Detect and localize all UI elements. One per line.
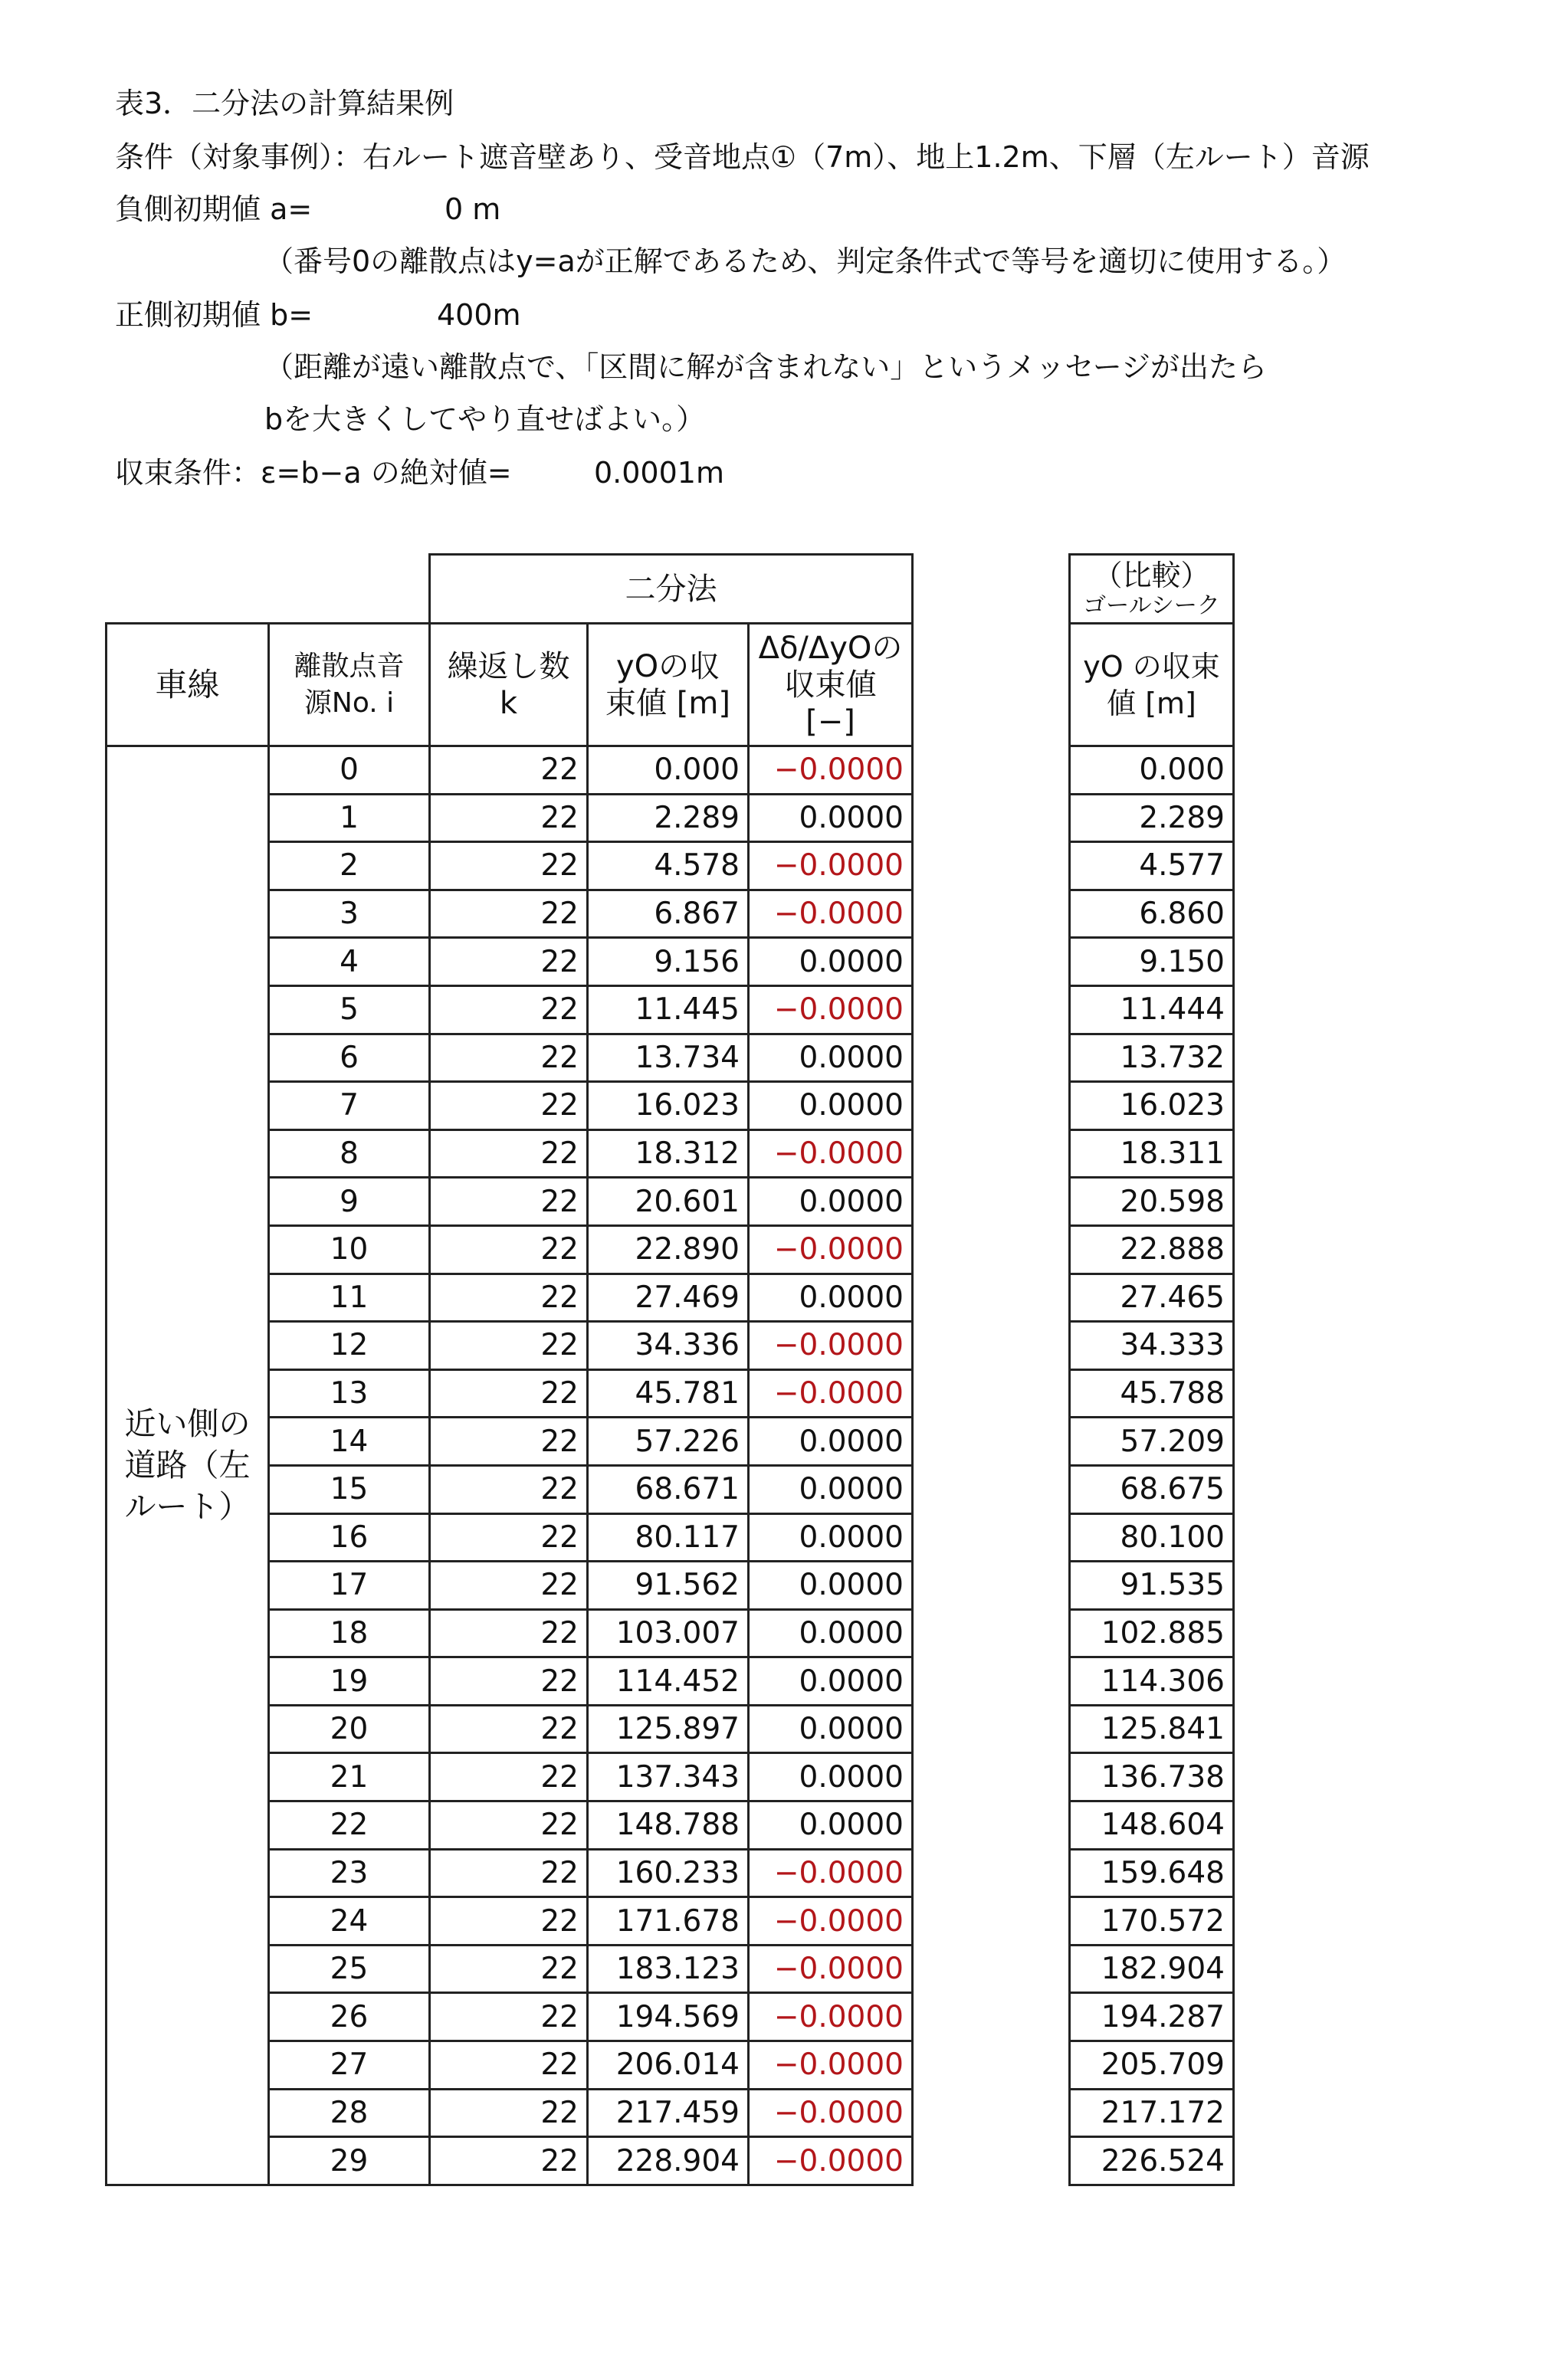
iteration-count: 22 — [430, 1897, 588, 1946]
y0-value: 13.734 — [588, 1034, 749, 1082]
y0-value: 228.904 — [588, 2137, 749, 2185]
iteration-count: 22 — [430, 1082, 588, 1130]
y0-value: 11.445 — [588, 985, 749, 1034]
pos-initial-value: 400m — [437, 298, 521, 332]
y0-value: 103.007 — [588, 1609, 749, 1657]
y0-value: 217.459 — [588, 2089, 749, 2137]
compare-header — [1070, 555, 1234, 624]
group-header-bisection: 二分法 — [430, 555, 913, 624]
point-number: 2 — [269, 842, 430, 890]
iteration-count: 22 — [430, 1418, 588, 1466]
table-row — [1070, 890, 1234, 938]
ratio-value: 0.0000 — [749, 1082, 913, 1130]
iteration-count: 22 — [430, 1705, 588, 1753]
y0-value: 171.678 — [588, 1897, 749, 1946]
ratio-value: 0.0000 — [749, 938, 913, 986]
table-row — [1070, 794, 1234, 842]
goal-seek-y0-value: 170.572 — [1070, 1897, 1234, 1946]
point-number: 6 — [269, 1034, 430, 1082]
iteration-count: 22 — [430, 1562, 588, 1610]
ratio-value: 0.0000 — [749, 1705, 913, 1753]
goal-seek-y0-value: 102.885 — [1070, 1609, 1234, 1657]
col-header-y0: yOの収束値 [m] — [588, 624, 749, 746]
goal-seek-y0-value: 114.306 — [1070, 1657, 1234, 1706]
goal-seek-y0-value: 6.860 — [1070, 890, 1234, 938]
goal-seek-y0-value: 4.577 — [1070, 842, 1234, 890]
table-row — [1070, 1945, 1234, 1993]
goal-seek-y0-value: 148.604 — [1070, 1801, 1234, 1850]
y0-value: 27.469 — [588, 1274, 749, 1322]
ratio-value: 0.0000 — [749, 1657, 913, 1706]
iteration-count: 22 — [430, 794, 588, 842]
goal-seek-y0-value: 226.524 — [1070, 2137, 1234, 2185]
y0-value: 148.788 — [588, 1801, 749, 1850]
goal-seek-y0-value: 80.100 — [1070, 1513, 1234, 1562]
goal-seek-y0-value: 9.150 — [1070, 938, 1234, 986]
table-row — [1070, 1993, 1234, 2041]
table-row — [1070, 985, 1234, 1034]
goal-seek-y0-value: 194.287 — [1070, 1993, 1234, 2041]
ratio-value: 0.0000 — [749, 1178, 913, 1226]
point-number: 23 — [269, 1849, 430, 1897]
bisection-table — [105, 553, 914, 2186]
ratio-value: −0.0000 — [749, 1945, 913, 1993]
goal-seek-y0-value: 22.888 — [1070, 1225, 1234, 1274]
point-number: 27 — [269, 2041, 430, 2090]
y0-value: 114.452 — [588, 1657, 749, 1706]
y0-value: 2.289 — [588, 794, 749, 842]
iteration-count: 22 — [430, 2089, 588, 2137]
table-row — [1070, 1657, 1234, 1706]
iteration-count: 22 — [430, 1225, 588, 1274]
iteration-count: 22 — [430, 2137, 588, 2185]
y0-value: 125.897 — [588, 1705, 749, 1753]
goal-seek-y0-value: 136.738 — [1070, 1753, 1234, 1801]
table-row — [1070, 1129, 1234, 1178]
table-row — [1070, 1801, 1234, 1850]
table-row — [1070, 2089, 1234, 2137]
ratio-value: 0.0000 — [749, 1609, 913, 1657]
table-row — [107, 746, 913, 795]
point-number: 1 — [269, 794, 430, 842]
ratio-value: −0.0000 — [749, 2041, 913, 2090]
ratio-value: −0.0000 — [749, 1849, 913, 1897]
point-number: 24 — [269, 1897, 430, 1946]
goal-seek-y0-value: 182.904 — [1070, 1945, 1234, 1993]
ratio-value: −0.0000 — [749, 890, 913, 938]
goal-seek-y0-value: 159.648 — [1070, 1849, 1234, 1897]
goal-seek-y0-value: 125.841 — [1070, 1705, 1234, 1753]
point-number: 3 — [269, 890, 430, 938]
table-title: 表3．二分法の計算結果例 — [115, 87, 454, 120]
table-row — [1070, 938, 1234, 986]
iteration-count: 22 — [430, 746, 588, 795]
ratio-value: −0.0000 — [749, 1897, 913, 1946]
point-number: 26 — [269, 1993, 430, 2041]
y0-value: 45.781 — [588, 1369, 749, 1418]
iteration-count: 22 — [430, 985, 588, 1034]
table-row — [1070, 1465, 1234, 1513]
y0-value: 18.312 — [588, 1129, 749, 1178]
iteration-count: 22 — [430, 1801, 588, 1850]
point-number: 0 — [269, 746, 430, 795]
y0-value: 16.023 — [588, 1082, 749, 1130]
goal-seek-y0-value: 45.788 — [1070, 1369, 1234, 1418]
iteration-count: 22 — [430, 842, 588, 890]
iteration-count: 22 — [430, 938, 588, 986]
goal-seek-y0-value: 11.444 — [1070, 985, 1234, 1034]
y0-value: 80.117 — [588, 1513, 749, 1562]
point-number: 7 — [269, 1082, 430, 1130]
point-number: 21 — [269, 1753, 430, 1801]
goal-seek-y0-value: 16.023 — [1070, 1082, 1234, 1130]
point-number: 9 — [269, 1178, 430, 1226]
ratio-value: 0.0000 — [749, 1274, 913, 1322]
ratio-value: 0.0000 — [749, 794, 913, 842]
point-number: 11 — [269, 1274, 430, 1322]
compare-title: （比較） — [1093, 558, 1210, 592]
point-number: 20 — [269, 1705, 430, 1753]
compare-col-header-y0: yO の収束値 [m] — [1070, 624, 1234, 746]
point-number: 19 — [269, 1657, 430, 1706]
ratio-value: 0.0000 — [749, 1034, 913, 1082]
ratio-value: −0.0000 — [749, 985, 913, 1034]
table-row — [1070, 1034, 1234, 1082]
y0-value: 22.890 — [588, 1225, 749, 1274]
point-number: 16 — [269, 1513, 430, 1562]
ratio-value: 0.0000 — [749, 1418, 913, 1466]
y0-value: 194.569 — [588, 1993, 749, 2041]
table-row — [1070, 1849, 1234, 1897]
ratio-value: −0.0000 — [749, 1129, 913, 1178]
goal-seek-y0-value: 34.333 — [1070, 1322, 1234, 1370]
table-row — [1070, 1225, 1234, 1274]
goal-seek-y0-value: 2.289 — [1070, 794, 1234, 842]
goal-seek-y0-value: 91.535 — [1070, 1562, 1234, 1610]
ratio-value: −0.0000 — [749, 1993, 913, 2041]
table-row — [1070, 2137, 1234, 2185]
table-row — [1070, 2041, 1234, 2090]
ratio-value: 0.0000 — [749, 1562, 913, 1610]
table-row — [1070, 1322, 1234, 1370]
ratio-value: −0.0000 — [749, 746, 913, 795]
y0-value: 137.343 — [588, 1753, 749, 1801]
col-header-iter: 繰返し数 k — [430, 624, 588, 746]
y0-value: 34.336 — [588, 1322, 749, 1370]
table-row — [1070, 1705, 1234, 1753]
goal-seek-y0-value: 0.000 — [1070, 746, 1234, 795]
iteration-count: 22 — [430, 1178, 588, 1226]
ratio-value: 0.0000 — [749, 1801, 913, 1850]
point-number: 4 — [269, 938, 430, 986]
iteration-count: 22 — [430, 1993, 588, 2041]
point-number: 28 — [269, 2089, 430, 2137]
table-row — [1070, 1897, 1234, 1946]
table-row — [1070, 746, 1234, 795]
table-row — [1070, 1274, 1234, 1322]
y0-value: 160.233 — [588, 1849, 749, 1897]
goal-seek-y0-value: 27.465 — [1070, 1274, 1234, 1322]
iteration-count: 22 — [430, 1657, 588, 1706]
goal-seek-y0-value: 217.172 — [1070, 2089, 1234, 2137]
point-number: 13 — [269, 1369, 430, 1418]
iteration-count: 22 — [430, 1034, 588, 1082]
pos-initial-label: 正側初期値 b= — [115, 298, 313, 332]
y0-value: 4.578 — [588, 842, 749, 890]
goal-seek-y0-value: 68.675 — [1070, 1465, 1234, 1513]
note-1: （番号0の離散点はy=aが正解であるため、判定条件式で等号を適切に使用する。） — [264, 244, 1347, 278]
point-number: 15 — [269, 1465, 430, 1513]
col-header-ratio: Δδ/ΔyOの収束値 [−] — [749, 624, 913, 746]
y0-value: 6.867 — [588, 890, 749, 938]
iteration-count: 22 — [430, 2041, 588, 2090]
y0-value: 0.000 — [588, 746, 749, 795]
point-number: 5 — [269, 985, 430, 1034]
note-2b: bを大きくしてやり直せばよい。） — [264, 402, 706, 436]
ratio-value: −0.0000 — [749, 1322, 913, 1370]
iteration-count: 22 — [430, 1129, 588, 1178]
note-2a: （距離が遠い離散点で、「区間に解が含まれない」というメッセージが出たら — [264, 350, 1267, 384]
condition-text: 条件（対象事例）：右ルート遮音壁あり、受音地点①（7m）、地上1.2m、下層（左ルート）音源 — [115, 140, 1370, 174]
goal-seek-y0-value: 205.709 — [1070, 2041, 1234, 2090]
ratio-value: −0.0000 — [749, 1225, 913, 1274]
compare-subtitle: ゴールシーク — [1083, 592, 1220, 619]
ratio-value: 0.0000 — [749, 1465, 913, 1513]
goal-seek-table — [1068, 553, 1235, 2186]
table-row — [1070, 842, 1234, 890]
y0-value: 91.562 — [588, 1562, 749, 1610]
convergence-value: 0.0001m — [594, 456, 724, 490]
neg-initial-value: 0 m — [445, 192, 501, 226]
y0-value: 57.226 — [588, 1418, 749, 1466]
goal-seek-y0-value: 57.209 — [1070, 1418, 1234, 1466]
ratio-value: −0.0000 — [749, 2137, 913, 2185]
table-row — [1070, 1178, 1234, 1226]
goal-seek-y0-value: 13.732 — [1070, 1034, 1234, 1082]
table-row — [1070, 1562, 1234, 1610]
iteration-count: 22 — [430, 1465, 588, 1513]
ratio-value: −0.0000 — [749, 1369, 913, 1418]
table-row — [1070, 1609, 1234, 1657]
point-number: 17 — [269, 1562, 430, 1610]
iteration-count: 22 — [430, 1369, 588, 1418]
goal-seek-y0-value: 20.598 — [1070, 1178, 1234, 1226]
point-number: 10 — [269, 1225, 430, 1274]
iteration-count: 22 — [430, 1753, 588, 1801]
iteration-count: 22 — [430, 1513, 588, 1562]
y0-value: 183.123 — [588, 1945, 749, 1993]
ratio-value: 0.0000 — [749, 1753, 913, 1801]
y0-value: 20.601 — [588, 1178, 749, 1226]
goal-seek-y0-value: 18.311 — [1070, 1129, 1234, 1178]
neg-initial-label: 負側初期値 a= — [115, 192, 313, 226]
lane-name: 近い側の道路（左ルート） — [107, 746, 269, 2185]
table-row — [1070, 1369, 1234, 1418]
table-row — [1070, 1753, 1234, 1801]
y0-value: 206.014 — [588, 2041, 749, 2090]
col-header-point: 離散点音源No. i — [269, 624, 430, 746]
point-number: 25 — [269, 1945, 430, 1993]
y0-value: 9.156 — [588, 938, 749, 986]
point-number: 22 — [269, 1801, 430, 1850]
iteration-count: 22 — [430, 1322, 588, 1370]
point-number: 18 — [269, 1609, 430, 1657]
point-number: 12 — [269, 1322, 430, 1370]
convergence-label: 収束条件：ε=b−a の絶対値= — [115, 456, 512, 490]
point-number: 8 — [269, 1129, 430, 1178]
ratio-value: −0.0000 — [749, 2089, 913, 2137]
ratio-value: 0.0000 — [749, 1513, 913, 1562]
table-row — [1070, 1418, 1234, 1466]
iteration-count: 22 — [430, 1274, 588, 1322]
col-header-lane: 車線 — [107, 624, 269, 746]
table-row — [1070, 1082, 1234, 1130]
point-number: 14 — [269, 1418, 430, 1466]
iteration-count: 22 — [430, 1945, 588, 1993]
ratio-value: −0.0000 — [749, 842, 913, 890]
point-number: 29 — [269, 2137, 430, 2185]
iteration-count: 22 — [430, 1849, 588, 1897]
iteration-count: 22 — [430, 1609, 588, 1657]
y0-value: 68.671 — [588, 1465, 749, 1513]
iteration-count: 22 — [430, 890, 588, 938]
table-row — [1070, 1513, 1234, 1562]
